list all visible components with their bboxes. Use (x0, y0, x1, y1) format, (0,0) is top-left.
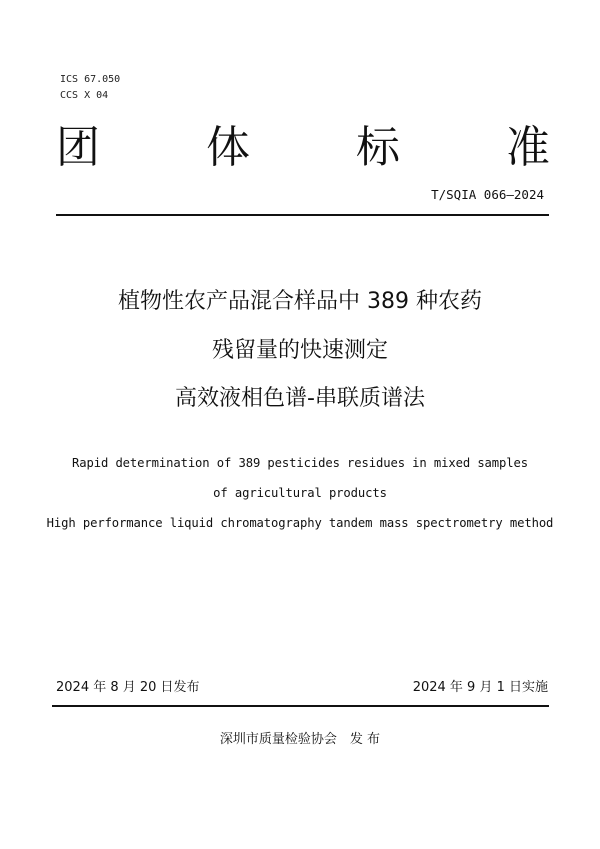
title-en-line2: of agricultural products (213, 486, 387, 500)
document-type-heading (56, 118, 550, 178)
ics-code: ICS 67.050 (60, 74, 121, 85)
publisher: 深圳市质量检验协会 发 布 (219, 732, 381, 747)
ccs-code: CCS X 04 (60, 90, 109, 101)
release-date: 2024 年 8 月 20 日发布 (56, 680, 200, 695)
title-en-line1: Rapid determination of 389 pesticides residues in mixed samples (72, 456, 528, 470)
title-cn-line1: 植物性农产品混合样品中 389 种农药 (118, 289, 482, 314)
heading-char: 体 (206, 122, 250, 173)
title-en-line3: High performance liquid chromatography tandem mass spectrometry method (46, 516, 554, 530)
standard-number: T/SQIA 066—2024 (431, 187, 544, 202)
heading-char: 团 (56, 122, 100, 173)
title-cn-line3: 高效液相色谱-串联质谱法 (175, 386, 425, 411)
title-cn-line2: 残留量的快速测定 (211, 338, 388, 363)
bottom-divider (52, 705, 549, 707)
implementation-date: 2024 年 9 月 1 日实施 (412, 680, 548, 695)
heading-char: 标 (356, 122, 400, 173)
top-divider (56, 214, 549, 216)
heading-char: 准 (506, 122, 550, 173)
